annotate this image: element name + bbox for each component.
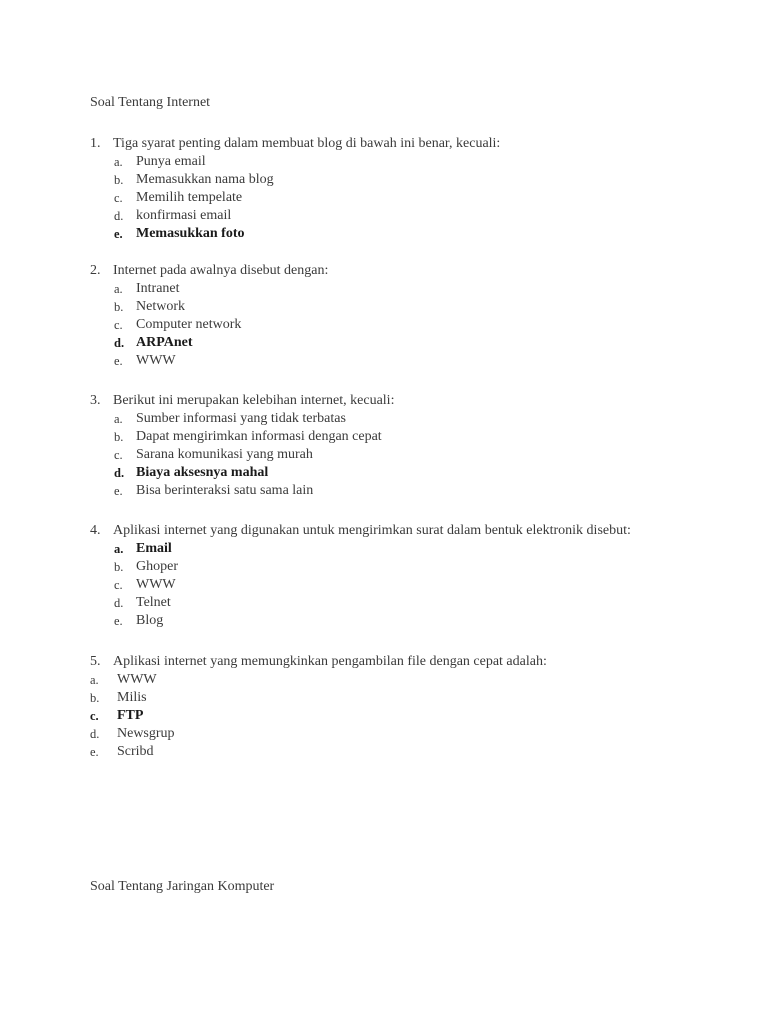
option-letter: e.	[114, 614, 123, 628]
option-letter: a.	[114, 412, 123, 426]
question-number: 4.	[90, 523, 101, 538]
question-stem	[90, 392, 730, 410]
option-letter: b.	[114, 300, 124, 314]
option-b	[114, 558, 730, 576]
option-text: Network	[136, 299, 185, 314]
option-letter: a.	[90, 673, 99, 687]
option-a-answer	[114, 540, 730, 558]
option-text: Email	[136, 541, 172, 556]
option-text: Bisa berinteraksi satu sama lain	[136, 483, 314, 498]
option-letter: a.	[114, 155, 123, 169]
question-4	[90, 522, 730, 630]
option-text: WWW	[117, 672, 157, 687]
question-number: 2.	[90, 263, 101, 278]
section-title-internet: Soal Tentang Internet	[90, 95, 211, 110]
question-text: Tiga syarat penting dalam membuat blog di bawah ini benar, kecuali:	[113, 136, 501, 151]
option-c	[114, 446, 730, 464]
option-text: Dapat mengirimkan informasi dengan cepat	[136, 429, 382, 444]
option-letter: d.	[114, 209, 124, 223]
option-e-answer	[114, 225, 730, 243]
question-3	[90, 392, 730, 500]
option-letter: b.	[114, 430, 124, 444]
option-e	[90, 743, 730, 761]
option-c	[114, 316, 730, 334]
option-letter: a.	[114, 282, 123, 296]
option-letter: e.	[114, 354, 123, 368]
option-text: konfirmasi email	[136, 208, 232, 223]
option-d-answer	[114, 334, 730, 352]
option-text: Sumber informasi yang tidak terbatas	[136, 411, 346, 426]
option-a	[90, 671, 730, 689]
option-letter: e.	[114, 227, 123, 241]
option-letter: e.	[114, 484, 123, 498]
option-e	[114, 612, 730, 630]
question-number: 1.	[90, 136, 101, 151]
option-text: Telnet	[136, 595, 171, 610]
option-c	[114, 576, 730, 594]
option-letter: d.	[114, 336, 125, 350]
option-letter: b.	[90, 691, 100, 705]
option-a	[114, 153, 730, 171]
question-5	[90, 653, 730, 761]
question-number: 5.	[90, 654, 101, 669]
option-letter: a.	[114, 542, 124, 556]
option-text: ARPAnet	[136, 335, 193, 350]
option-b	[114, 428, 730, 446]
option-b	[90, 689, 730, 707]
option-text: Newsgrup	[117, 726, 175, 741]
option-a	[114, 410, 730, 428]
option-letter: c.	[114, 318, 123, 332]
option-list	[90, 410, 730, 500]
option-letter: b.	[114, 173, 124, 187]
option-text: Blog	[136, 613, 164, 628]
question-2	[90, 262, 730, 370]
question-stem	[90, 262, 730, 280]
option-list	[90, 671, 730, 761]
option-text: WWW	[136, 353, 176, 368]
option-text: Punya email	[136, 154, 206, 169]
option-text: Scribd	[117, 744, 154, 759]
question-stem	[90, 653, 730, 671]
option-text: Memasukkan foto	[136, 226, 245, 241]
option-text: FTP	[117, 708, 144, 723]
section-title-jaringan-komputer: Soal Tentang Jaringan Komputer	[90, 879, 275, 894]
option-letter: d.	[90, 727, 100, 741]
question-text: Internet pada awalnya disebut dengan:	[113, 263, 329, 278]
option-text: Memilih tempelate	[136, 190, 243, 205]
question-stem	[90, 522, 730, 540]
option-b	[114, 298, 730, 316]
option-c-answer	[90, 707, 730, 725]
option-e	[114, 482, 730, 500]
option-text: Intranet	[136, 281, 180, 296]
option-letter: c.	[114, 448, 123, 462]
question-text: Berikut ini merupakan kelebihan internet, kecuali:	[113, 393, 395, 408]
option-list	[90, 540, 730, 630]
option-text: Memasukkan nama blog	[136, 172, 274, 187]
question-number: 3.	[90, 393, 101, 408]
option-text: WWW	[136, 577, 176, 592]
option-d	[114, 207, 730, 225]
question-1	[90, 135, 730, 243]
option-a	[114, 280, 730, 298]
option-letter: c.	[114, 578, 123, 592]
option-letter: d.	[114, 466, 125, 480]
option-d-answer	[114, 464, 730, 482]
option-text: Milis	[117, 690, 147, 705]
option-text: Ghoper	[136, 559, 178, 574]
question-text: Aplikasi internet yang memungkinkan pengambilan file dengan cepat adalah:	[113, 654, 547, 669]
option-text: Sarana komunikasi yang murah	[136, 447, 313, 462]
option-list	[90, 153, 730, 243]
option-d	[90, 725, 730, 743]
question-stem	[90, 135, 730, 153]
option-text: Biaya aksesnya mahal	[136, 465, 269, 480]
option-text: Computer network	[136, 317, 242, 332]
option-letter: c.	[114, 191, 123, 205]
option-b	[114, 171, 730, 189]
option-list	[90, 280, 730, 370]
option-e	[114, 352, 730, 370]
option-letter: d.	[114, 596, 124, 610]
question-text: Aplikasi internet yang digunakan untuk mengirimkan surat dalam bentuk elektronik disebut:	[113, 523, 631, 538]
option-d	[114, 594, 730, 612]
option-letter: b.	[114, 560, 124, 574]
option-c	[114, 189, 730, 207]
option-letter: e.	[90, 745, 99, 759]
option-letter: c.	[90, 709, 99, 723]
